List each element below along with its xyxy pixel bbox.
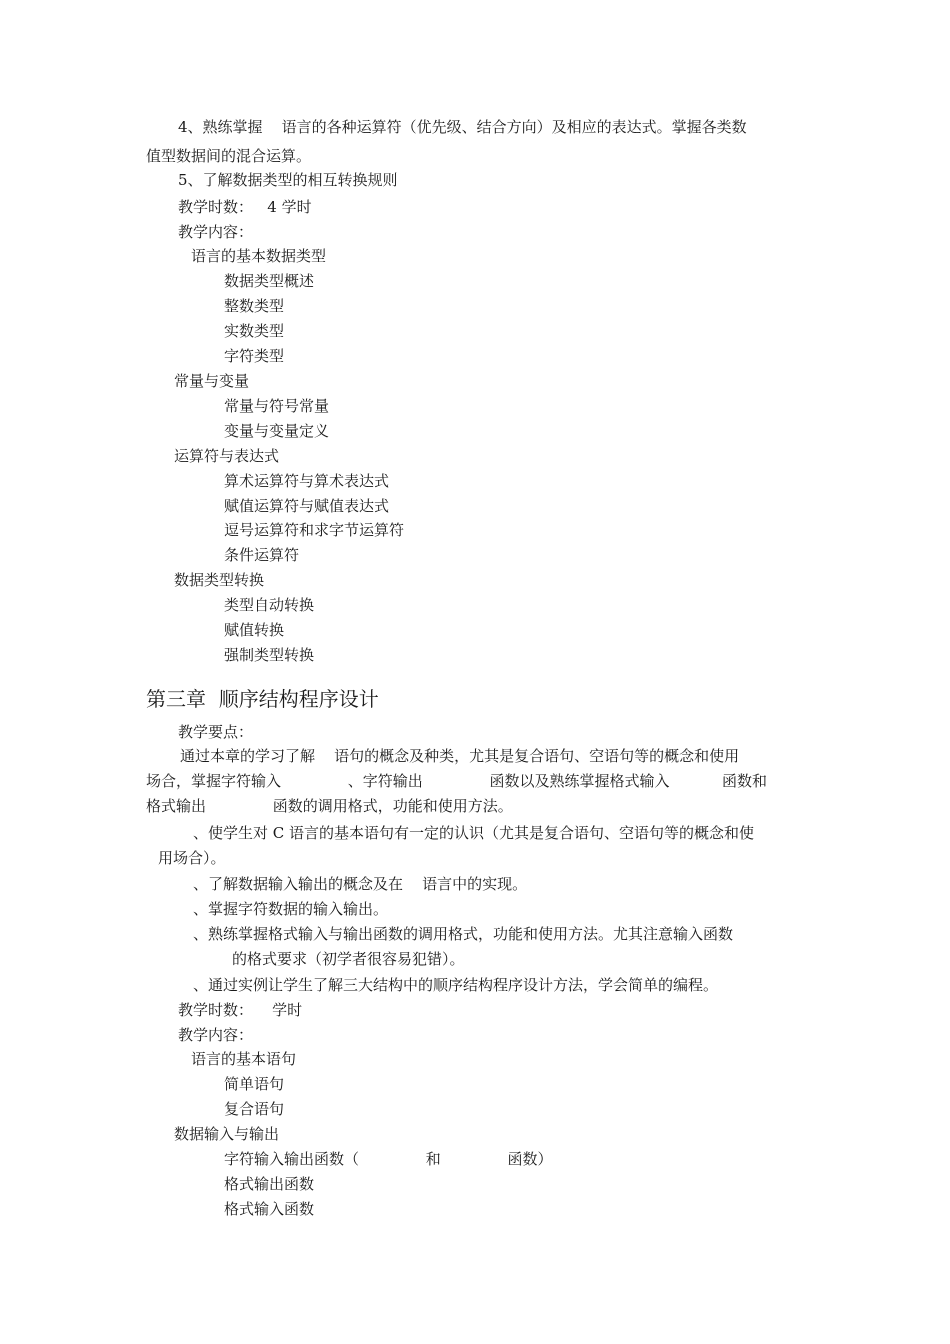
- intro-line: 通过本章的学习了解 语句的概念及种类，尤其是复合语句、空语句等的概念和使用: [180, 747, 740, 765]
- toc-subitem: 实数类型: [224, 322, 285, 340]
- key-points-label: 教学要点：: [178, 723, 254, 741]
- toc-subitem: 条件运算符: [224, 546, 300, 564]
- objective-item: 、了解数据输入输出的概念及在 语言中的实现。: [193, 875, 528, 893]
- toc-subitem: 算术运算符与算术表达式: [224, 472, 390, 490]
- toc-subitem: 字符输入输出函数（ 和 函数）: [224, 1150, 553, 1168]
- toc-section: 数据类型转换: [174, 571, 265, 589]
- chapter-title: 第三章 顺序结构程序设计: [146, 687, 379, 711]
- toc-subitem: 常量与符号常量: [224, 397, 330, 415]
- toc-section: 数据输入与输出: [174, 1125, 280, 1143]
- teaching-content-label: 教学内容：: [178, 1026, 254, 1044]
- intro-line: 格式输出 函数的调用格式，功能和使用方法。: [146, 797, 513, 815]
- objective-item-continued: 的格式要求（初学者很容易犯错）。: [232, 950, 465, 968]
- toc-subitem: 类型自动转换: [224, 596, 315, 614]
- intro-line: 场合，掌握字符输入 、字符输出 函数以及熟练掌握格式输入 函数和: [146, 772, 767, 790]
- objective-item: 、通过实例让学生了解三大结构中的顺序结构程序设计方法，学会简单的编程。: [193, 976, 719, 994]
- toc-subitem: 简单语句: [224, 1075, 285, 1093]
- toc-subitem: 字符类型: [224, 347, 285, 365]
- teaching-hours: 教学时数： 4 学时: [178, 198, 312, 216]
- toc-section: 常量与变量: [174, 372, 250, 390]
- toc-section: 运算符与表达式: [174, 447, 280, 465]
- toc-subitem: 整数类型: [224, 297, 285, 315]
- teaching-content-label: 教学内容：: [178, 223, 254, 241]
- toc-subitem: 格式输出函数: [224, 1175, 315, 1193]
- objective-item: 、掌握字符数据的输入输出。: [193, 900, 389, 918]
- objective-item: 、使学生对 C 语言的基本语句有一定的认识（尤其是复合语句、空语句等的概念和使: [193, 824, 755, 842]
- objective-4: 4、熟练掌握 语言的各种运算符（优先级、结合方向）及相应的表达式。掌握各类数: [178, 118, 747, 136]
- toc-subitem: 赋值运算符与赋值表达式: [224, 497, 390, 515]
- objective-4-continued: 值型数据间的混合运算。: [146, 147, 312, 165]
- objective-item: 、熟练掌握格式输入与输出函数的调用格式，功能和使用方法。尤其注意输入函数: [193, 925, 734, 943]
- toc-subitem: 数据类型概述: [224, 272, 315, 290]
- toc-section: 语言的基本数据类型: [191, 247, 327, 265]
- toc-subitem: 逗号运算符和求字节运算符: [224, 521, 405, 539]
- toc-subitem: 复合语句: [224, 1100, 285, 1118]
- objective-item-continued: 用场合）。: [158, 849, 226, 867]
- toc-subitem: 强制类型转换: [224, 646, 315, 664]
- objective-5: 5、了解数据类型的相互转换规则: [178, 171, 398, 189]
- toc-subitem: 赋值转换: [224, 621, 285, 639]
- toc-subitem: 变量与变量定义: [224, 422, 330, 440]
- toc-subitem: 格式输入函数: [224, 1200, 315, 1218]
- teaching-hours: 教学时数： 学时: [178, 1001, 303, 1019]
- toc-section: 语言的基本语句: [191, 1050, 297, 1068]
